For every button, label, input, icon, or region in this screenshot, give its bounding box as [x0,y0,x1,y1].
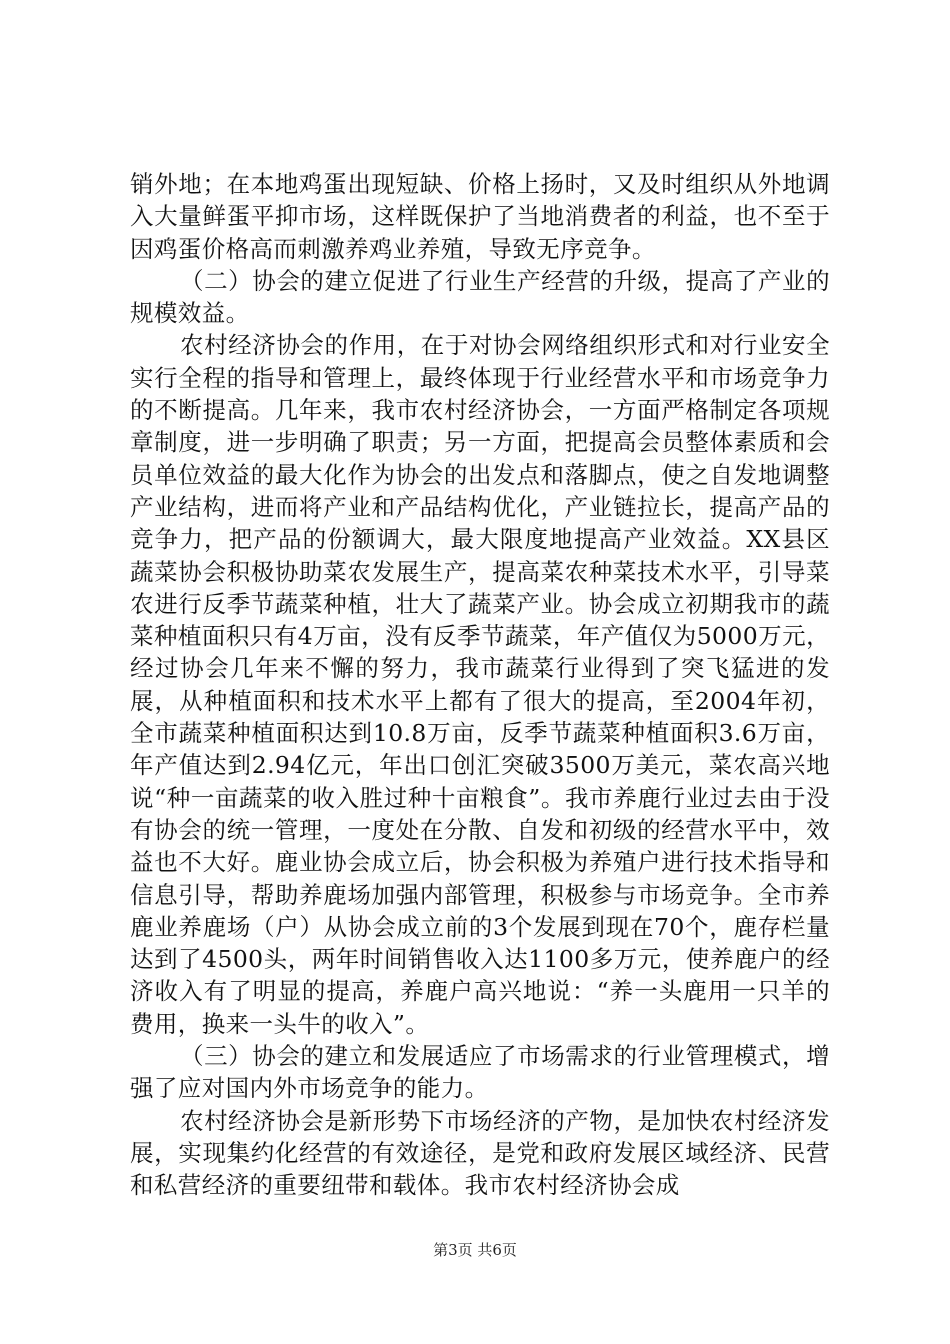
paragraph-continuation: 销外地；在本地鸡蛋出现短缺、价格上扬时，又及时组织从外地调入大量鲜蛋平抑市场，这样既保护了当地消费者的利益，也不至于因鸡蛋价格高而刺激养鸡业养殖，导致无序竞争。 [130,170,830,263]
paragraph-body-1: 农村经济协会的作用，在于对协会网络组织形式和对行业安全实行全程的指导和管理上，最终体现于行业经营水平和市场竞争力的不断提高。几年来，我市农村经济协会，一方面严格制定各项规章制度，进一步明确了职责；另一方面，把提高会员整体素质和会员单位效益的最大化作为协会的出发点和落脚点，使之自发地调整产业结构，进而将产业和产品结构优化，产业链拉长，提高产品的竞争力，把产品的份额调大，最大限度地提高产业效益。XX县区蔬菜协会积极协助菜农发展生产，提高菜农种菜技术水平，引导菜农进行反季节蔬菜种植，壮大了蔬菜产业。协会成立初期我市的蔬菜种植面积只有4万亩，没有反季节蔬菜，年产值仅为5000万元，经过协会几年来不懈的努力，我市蔬菜行业得到了突飞猛进的发展，从种植面积和技术水平上都有了很大的提高，至2004年初，全市蔬菜种植面积达到10.8万亩，反季节蔬菜种植面积3.6万亩，年产值达到2.94亿元，年出口创汇突破3500万美元，菜农高兴地说“种一亩蔬菜的收入胜过种十亩粮食”。我市养鹿行业过去由于没有协会的统一管理，一度处在分散、自发和初级的经营水平中，效益也不大好。鹿业协会成立后，协会积极为养殖户进行技术指导和信息引导，帮助养鹿场加强内部管理，积极参与市场竞争。全市养鹿业养鹿场（户）从协会成立前的3个发展到现在70个，鹿存栏量达到了4500头，两年时间销售收入达1100多万元，使养鹿户的经济收入有了明显的提高，养鹿户高兴地说：“养一头鹿用一只羊的费用，换来一头牛的收入”。 [130,331,830,1038]
section-heading-2: （二）协会的建立促进了行业生产经营的升级，提高了产业的规模效益。 [130,266,830,328]
page-number-footer: 第3页 共6页 [433,1241,517,1259]
paragraph-body-2: 农村经济协会是新形势下市场经济的产物，是加快农村经济发展，实现集约化经营的有效途径，是党和政府发展区域经济、民营和私营经济的重要纽带和载体。我市农村经济协会成 [130,1106,830,1200]
document-body [130,168,830,1202]
section-heading-3: （三）协会的建立和发展适应了市场需求的行业管理模式，增强了应对国内外市场竞争的能力。 [130,1042,830,1103]
